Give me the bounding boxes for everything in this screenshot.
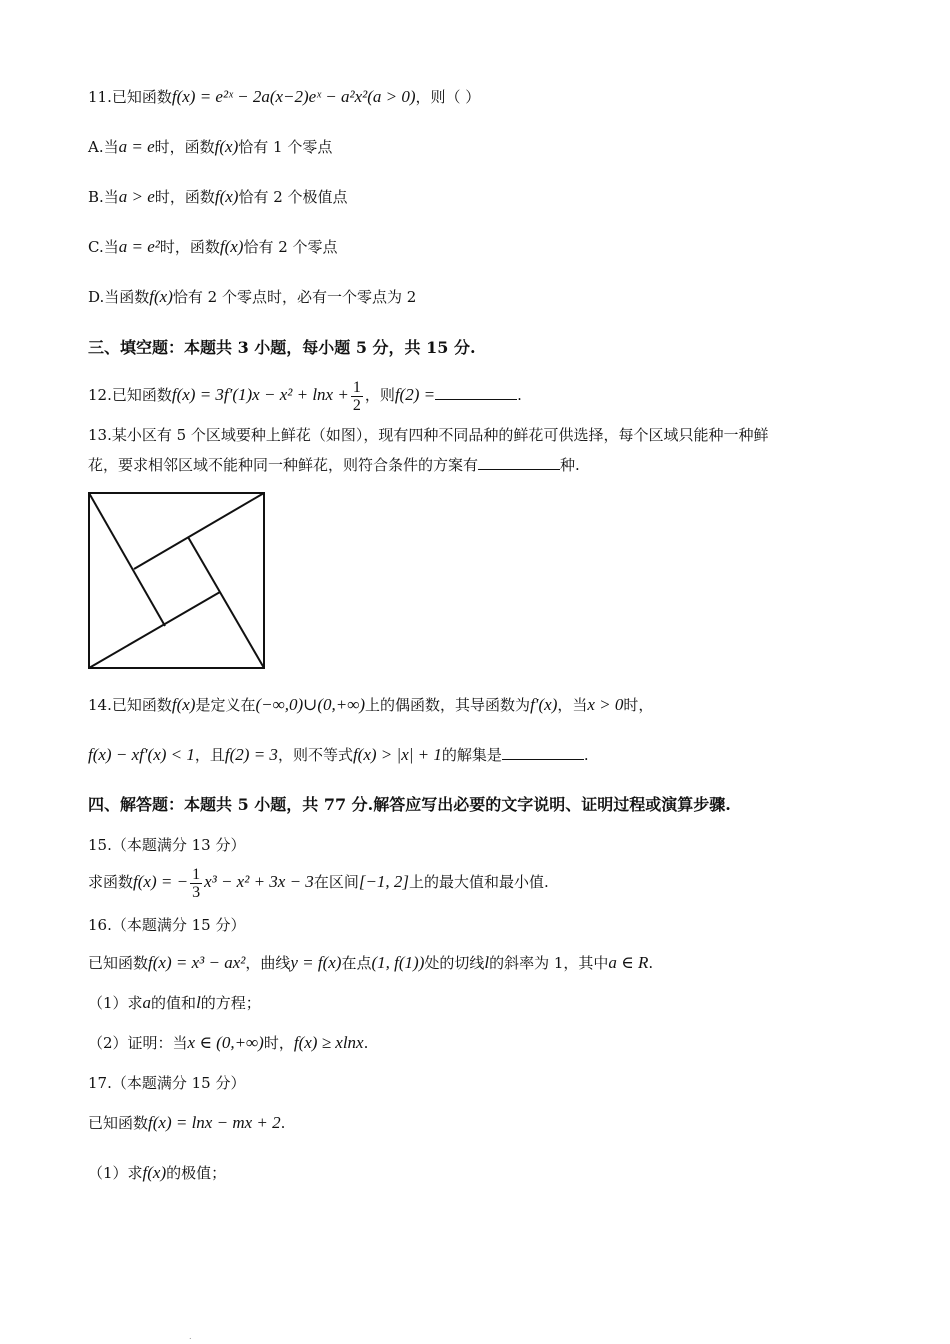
q14-inequality-2: f(x) > |x| + 1 xyxy=(352,745,442,764)
q14-line-2 xyxy=(88,744,589,766)
q17-p1-end: 的极值； xyxy=(166,1164,227,1182)
q16-p1-end: 的方程； xyxy=(200,994,261,1012)
option-tail: 恰有 2 个零点时，必有一个零点为 2 xyxy=(172,288,417,306)
section-4-title: 四、解答题：本题共 5 小题，共 77 分.解答应写出必要的文字说明、证明过程或演算步骤. xyxy=(88,795,731,814)
q15-header: 15.（本题满分 13 分） xyxy=(88,836,246,854)
q14-mid1: 是定义在 xyxy=(195,696,256,714)
q17-p1-prefix: （1）求 xyxy=(88,1164,143,1182)
footer-dot: . xyxy=(189,1332,192,1341)
q13-line-2 xyxy=(88,454,580,476)
q16-formula: f(x) = x³ − ax² xyxy=(148,953,246,972)
q16-prefix: 已知函数 xyxy=(88,954,149,972)
q17-end: . xyxy=(280,1114,286,1132)
option-prefix: D.当函数 xyxy=(88,288,150,306)
q12-prefix: 12.已知函数 xyxy=(88,386,172,404)
q14-mid4: ，且 xyxy=(194,746,225,764)
q16-p1-l: l xyxy=(196,993,201,1012)
answer-blank xyxy=(435,385,517,400)
q16-line-l: l xyxy=(484,953,490,972)
q16-curve: y = f(x) xyxy=(290,953,342,972)
fraction-denominator: 2 xyxy=(352,396,361,414)
q16-mid1: ，曲线 xyxy=(245,954,291,972)
q17-formula: f(x) = lnx − mx + 2 xyxy=(148,1113,281,1132)
option-prefix: B.当 xyxy=(88,188,119,206)
q16-p2-condition: x ∈ (0,+∞) xyxy=(187,1033,264,1052)
q14-line-1 xyxy=(88,694,653,716)
q16-header: 16.（本题满分 15 分） xyxy=(88,916,246,934)
q16-p1-a: a xyxy=(142,993,152,1012)
option-condition: a > e xyxy=(118,187,155,206)
q16-p1-mid: 的值和 xyxy=(151,994,197,1012)
q12 xyxy=(88,378,522,414)
q16-mid3: 处的切线 xyxy=(424,954,485,972)
q11-stem xyxy=(88,86,480,108)
fraction-numerator: 1 xyxy=(352,378,361,396)
q17-prefix: 已知函数 xyxy=(88,1114,149,1132)
q11-option-c xyxy=(88,236,338,258)
divider-line-3 xyxy=(188,537,264,668)
fraction-denominator: 3 xyxy=(192,883,201,901)
q12-mid: ，则 xyxy=(364,386,395,404)
option-fx: f(x) xyxy=(149,287,173,306)
option-mid: 时，函数 xyxy=(159,238,220,256)
q15-fx: f(x) = − xyxy=(133,872,189,891)
q16-mid2: 在点 xyxy=(341,954,372,972)
option-fx: f(x) xyxy=(219,237,244,256)
outer-square xyxy=(89,493,264,668)
q14-end3: . xyxy=(583,746,589,764)
q14-mid3: ，当 xyxy=(557,696,588,714)
q16-a-in-r: a ∈ R xyxy=(608,953,649,972)
q16-part-1 xyxy=(88,992,261,1014)
q16-p2-end: . xyxy=(363,1034,369,1052)
q16-end: . xyxy=(648,954,654,972)
q14-derivative: f′(x) xyxy=(530,695,558,714)
q15-interval: [−1, 2] xyxy=(358,872,410,891)
q13-line-2-suffix: 种. xyxy=(560,456,580,474)
q15-fraction xyxy=(190,866,202,901)
q15-mid: 在区间 xyxy=(313,873,359,891)
q12-ask: f(2) = xyxy=(394,385,436,404)
q14-prefix: 14.已知函数 xyxy=(88,696,172,714)
q14-inequality: f(x) − xf′(x) < 1 xyxy=(88,745,195,764)
q16-point: (1, f(1)) xyxy=(371,953,425,972)
q17-body xyxy=(88,1112,285,1134)
option-condition: a = e² xyxy=(118,237,160,256)
option-tail: 恰有 2 个零点 xyxy=(243,238,338,256)
q11-option-a xyxy=(88,136,332,158)
answer-blank xyxy=(502,745,584,760)
fraction-numerator: 1 xyxy=(192,865,201,883)
option-mid: 时，函数 xyxy=(154,138,215,156)
q14-domain: (−∞,0)∪(0,+∞) xyxy=(255,695,366,714)
q16-p2-mid: 时， xyxy=(263,1034,294,1052)
q16-p1-prefix: （1）求 xyxy=(88,994,143,1012)
option-fx: f(x) xyxy=(214,137,239,156)
answer-blank xyxy=(478,455,560,470)
five-region-figure xyxy=(86,490,268,672)
q16-p2-prefix: （2）证明：当 xyxy=(88,1034,188,1052)
option-prefix: C.当 xyxy=(88,238,119,256)
q16-body xyxy=(88,952,653,974)
option-condition: a = e xyxy=(118,137,155,156)
q14-mid5: ，则不等式 xyxy=(277,746,353,764)
option-fx: f(x) xyxy=(214,187,239,206)
q11-formula: f(x) = e²ˣ − 2a(x−2)eˣ − a²x²(a > 0) xyxy=(171,87,416,106)
q14-fx: f(x) xyxy=(171,695,196,714)
q14-value: f(2) = 3 xyxy=(224,745,278,764)
q12-formula: f(x) = 3f′(1)x − x² + lnx + xyxy=(171,385,349,404)
q16-part-2 xyxy=(88,1032,368,1054)
divider-line-4 xyxy=(89,592,220,668)
q17-part-1 xyxy=(88,1162,226,1184)
divider-line-1 xyxy=(89,493,165,626)
q13-line-1: 13.某小区有 5 个区域要种上鲜花（如图），现有四种不同品种的鲜花可供选择，每个区域只能种一种鲜 xyxy=(88,426,769,444)
q15-prefix: 求函数 xyxy=(88,873,134,891)
q15-body xyxy=(88,864,549,901)
option-mid: 时，函数 xyxy=(154,188,215,206)
q15-end: 上的最大值和最小值. xyxy=(409,873,549,891)
q16-mid4: 的斜率为 1，其中 xyxy=(489,954,609,972)
section-3-title: 三、填空题：本题共 3 小题，每小题 5 分，共 15 分. xyxy=(88,338,476,357)
q14-end2: 的解集是 xyxy=(441,746,502,764)
q12-fraction xyxy=(351,379,363,414)
option-tail: 恰有 1 个零点 xyxy=(238,138,333,156)
q14-mid2: 上的偶函数，其导函数为 xyxy=(365,696,531,714)
option-tail: 恰有 2 个极值点 xyxy=(238,188,348,206)
q13-line-2-prefix: 花，要求相邻区域不能种同一种鲜花，则符合条件的方案有 xyxy=(88,456,479,474)
q14-end1: 时， xyxy=(623,696,654,714)
q11-stem-prefix: 11.已知函数 xyxy=(88,88,172,106)
q12-end: . xyxy=(517,386,522,404)
q11-stem-suffix: ，则（ ） xyxy=(415,88,481,106)
q15-formula-tail: x³ − x² + 3x − 3 xyxy=(204,872,314,891)
q17-header: 17.（本题满分 15 分） xyxy=(88,1074,246,1092)
q11-option-b xyxy=(88,186,348,208)
q17-p1-fx: f(x) xyxy=(142,1163,167,1182)
option-prefix: A.当 xyxy=(88,138,119,156)
q14-condition: x > 0 xyxy=(587,695,624,714)
q11-option-d xyxy=(88,286,416,308)
q16-p2-inequality: f(x) ≥ xlnx xyxy=(293,1033,364,1052)
